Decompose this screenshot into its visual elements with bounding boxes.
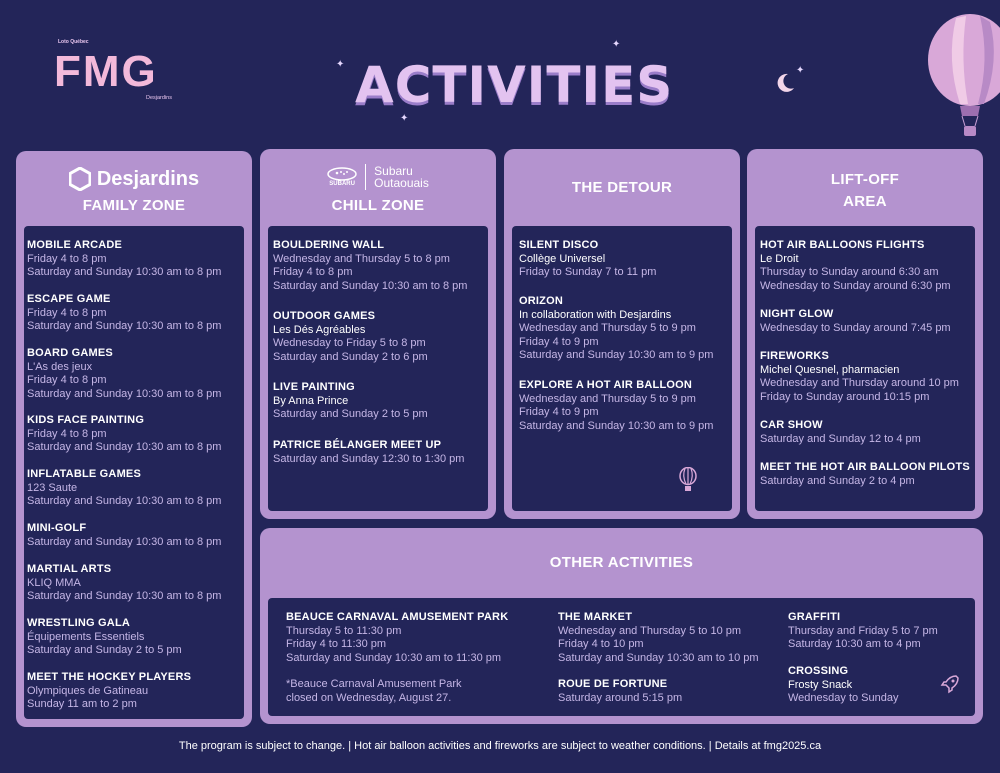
activity-title: WRESTLING GALA (27, 617, 131, 629)
activity-item (273, 439, 484, 466)
other-list (268, 598, 975, 716)
note-line: closed on Wednesday, August 27. (286, 691, 452, 704)
star-icon: ✦ (796, 65, 805, 76)
activity-title: BEAUCE CARNAVAL AMUSEMENT PARK (286, 611, 509, 623)
activity-title: LIVE PAINTING (273, 381, 355, 393)
desjardins-brand: Desjardins (96, 167, 200, 190)
activity-schedule: Saturday and Sunday 10:30 am to 8 pm (27, 266, 222, 278)
activity-title: CROSSING (788, 665, 849, 677)
activity-item (27, 414, 240, 455)
activity-schedule: Saturday and Sunday 10:30 am to 8 pm (27, 387, 222, 400)
activity-subtitle: Collège Universel (519, 252, 606, 265)
liftoff-list (755, 226, 975, 511)
activity-schedule: Friday 4 to 8 pm (27, 427, 107, 440)
activity-item (558, 611, 759, 665)
activity-title: FIREWORKS (760, 350, 830, 362)
activity-title: MEET THE HOT AIR BALLOON PILOTS (760, 461, 970, 473)
activity-schedule: Friday 4 to 11:30 pm (286, 638, 387, 650)
activity-schedule: Saturday around 5:15 pm (558, 691, 683, 704)
activity-title: INFLATABLE GAMES (27, 468, 142, 480)
liftoff-title-line1: LIFT-OFF (830, 171, 900, 188)
activity-title: OUTDOOR GAMES (273, 310, 376, 322)
activity-schedule: Saturday and Sunday 2 to 6 pm (273, 350, 428, 363)
activity-item (286, 611, 508, 665)
activity-schedule: Wednesday and Thursday 5 to 9 pm (519, 322, 696, 334)
activity-item (760, 461, 971, 488)
chill-zone-panel (260, 149, 496, 519)
other-activities-panel (260, 528, 983, 724)
chill-zone-title: CHILL ZONE (331, 197, 425, 214)
activity-title: MEET THE HOCKEY PLAYERS (27, 671, 192, 683)
activity-subtitle: In collaboration with Desjardins (519, 308, 672, 321)
activity-subtitle: 123 Saute (27, 481, 78, 494)
activity-item (760, 419, 971, 446)
activity-schedule: Friday 4 to 8 pm (273, 266, 353, 278)
activity-item (788, 665, 898, 706)
subaru-brand-bottom: Outaouais (374, 176, 429, 190)
activity-subtitle: Le Droit (760, 252, 799, 265)
footer-note: The program is subject to change. | Hot air balloon activities and fireworks are subject to weather conditions. | Details at fmg2025.ca (178, 740, 822, 752)
activity-item (558, 678, 682, 705)
activity-schedule: Wednesday and Thursday around 10 pm (760, 377, 959, 389)
activity-schedule: Saturday and Sunday 12:30 to 1:30 pm (273, 452, 465, 465)
activity-schedule: Saturday 10:30 am to 4 pm (788, 638, 921, 650)
activity-schedule: Saturday and Sunday 10:30 am to 8 pm (273, 279, 468, 292)
activity-item (519, 295, 728, 363)
family-zone-title: FAMILY ZONE (82, 197, 186, 214)
activity-item (273, 239, 484, 293)
activity-title: ESCAPE GAME (27, 293, 111, 305)
family-zone-list (24, 226, 244, 719)
moon-icon (774, 72, 796, 94)
rocket-icon (940, 674, 960, 694)
activity-title: EXPLORE A HOT AIR BALLOON (519, 379, 693, 391)
activity-schedule: Friday 4 to 8 pm (27, 374, 107, 386)
activity-item (27, 671, 240, 712)
activity-subtitle: By Anna Prince (273, 394, 349, 407)
hot-air-balloon-icon (920, 10, 1000, 140)
activity-item (27, 293, 240, 334)
activity-schedule: Friday 4 to 9 pm (519, 335, 599, 348)
activity-schedule: Wednesday to Friday 5 to 8 pm (273, 337, 426, 349)
detour-list (512, 226, 732, 511)
note-line: *Beauce Carnaval Amusement Park (286, 678, 462, 690)
activity-item (27, 617, 240, 658)
detour-title: THE DETOUR (571, 179, 673, 196)
activity-schedule: Sunday 11 am to 2 pm (27, 698, 137, 710)
family-zone-header (16, 165, 252, 214)
activity-title: ROUE DE FORTUNE (558, 678, 668, 690)
subaru-icon (327, 167, 357, 181)
activity-title: THE MARKET (558, 611, 633, 623)
activity-title: PATRICE BÉLANGER MEET UP (273, 439, 442, 451)
other-header (260, 554, 983, 571)
activity-title: NIGHT GLOW (760, 308, 834, 320)
activity-schedule: Wednesday and Thursday 5 to 9 pm (519, 392, 696, 405)
activity-schedule: Wednesday and Thursday 5 to 10 pm (558, 624, 742, 637)
chill-zone-list (268, 226, 488, 511)
detour-panel (504, 149, 740, 519)
activity-item (760, 239, 971, 293)
activity-schedule: Saturday and Sunday 10:30 am to 9 pm (519, 419, 714, 432)
chill-zone-header (260, 163, 496, 214)
activity-title: CAR SHOW (760, 419, 823, 431)
activity-item (27, 563, 240, 604)
logo-desjardins-label: Desjardins (146, 95, 172, 101)
activity-schedule: Friday 4 to 10 pm (558, 638, 644, 650)
loto-quebec-label: Loto Québec (58, 39, 89, 45)
activity-item (27, 468, 240, 509)
star-icon: ✦ (612, 39, 621, 50)
activity-title: MOBILE ARCADE (27, 239, 123, 251)
activity-schedule: Thursday and Friday 5 to 7 pm (788, 624, 938, 637)
activity-schedule: Saturday and Sunday 10:30 am to 9 pm (519, 349, 714, 361)
liftoff-title-line2: AREA (843, 193, 887, 210)
activity-schedule: Saturday and Sunday 10:30 am to 8 pm (27, 535, 222, 548)
detour-header (504, 179, 740, 196)
activity-schedule: Wednesday to Sunday (788, 692, 899, 704)
activity-schedule: Saturday and Sunday 12 to 4 pm (760, 432, 921, 445)
fmg-logo (54, 40, 184, 110)
activity-title: BOULDERING WALL (273, 239, 385, 251)
activity-title: MINI-GOLF (27, 522, 87, 534)
subaru-brand-top: Subaru (374, 164, 413, 178)
activity-item (760, 308, 971, 335)
activity-title: MARTIAL ARTS (27, 563, 112, 575)
activity-title: SILENT DISCO (519, 239, 599, 251)
activity-item (760, 350, 971, 404)
activity-subtitle: L'As des jeux (27, 360, 93, 373)
activity-title: BOARD GAMES (27, 347, 113, 359)
desjardins-icon (69, 167, 91, 191)
activity-schedule: Saturday and Sunday 10:30 am to 11:30 pm (286, 651, 502, 664)
activity-subtitle: Équipements Essentiels (27, 630, 145, 643)
other-title: OTHER ACTIVITIES (549, 554, 694, 571)
activity-schedule: Wednesday and Thursday 5 to 8 pm (273, 252, 450, 265)
activity-subtitle: Frosty Snack (788, 678, 853, 691)
activity-subtitle: Olympiques de Gatineau (27, 684, 149, 697)
liftoff-header (747, 169, 983, 213)
activity-title: HOT AIR BALLOONS FLIGHTS (760, 239, 925, 251)
activity-schedule: Saturday and Sunday 10:30 am to 10 pm (558, 651, 759, 664)
activity-item (788, 611, 938, 652)
liftoff-panel (747, 149, 983, 519)
activity-schedule: Saturday and Sunday 10:30 am to 8 pm (27, 495, 222, 507)
activity-item (519, 379, 728, 433)
activity-item (519, 239, 728, 280)
activity-title: ORIZON (519, 295, 563, 307)
fmg-wordmark: FMG (54, 47, 158, 96)
activity-title: GRAFFITI (788, 611, 841, 623)
activity-schedule: Saturday and Sunday 10:30 am to 8 pm (27, 590, 222, 602)
page-title: ACTIVITIES (355, 56, 674, 114)
activity-schedule: Friday 4 to 8 pm (27, 252, 107, 265)
activity-subtitle: Michel Quesnel, pharmacien (760, 363, 900, 376)
activity-schedule: Saturday and Sunday 2 to 4 pm (760, 474, 915, 487)
activity-item (273, 381, 484, 422)
activity-item (27, 347, 240, 401)
activity-item (27, 239, 240, 280)
activity-schedule: Thursday to Sunday around 6:30 am (760, 266, 939, 278)
star-icon: ✦ (400, 113, 409, 124)
activity-subtitle: Les Dés Agréables (273, 323, 366, 336)
activity-schedule: Saturday and Sunday 2 to 5 pm (27, 644, 182, 656)
activity-schedule: Friday 4 to 9 pm (519, 406, 599, 418)
activity-item (27, 522, 240, 549)
activity-schedule: Wednesday to Sunday around 7:45 pm (760, 321, 951, 334)
closure-note (286, 678, 461, 705)
activity-schedule: Friday to Sunday around 10:15 pm (760, 390, 930, 403)
activity-schedule: Saturday and Sunday 10:30 am to 8 pm (27, 320, 222, 332)
activity-schedule: Saturday and Sunday 2 to 5 pm (273, 408, 428, 420)
activity-subtitle: KLIQ MMA (27, 576, 81, 589)
subaru-mark: SUBARU (329, 181, 355, 187)
star-icon: ✦ (336, 59, 345, 70)
activity-title: KIDS FACE PAINTING (27, 414, 145, 426)
activity-schedule: Thursday 5 to 11:30 pm (286, 624, 402, 637)
hot-air-balloon-icon (678, 467, 698, 493)
family-zone-panel (16, 151, 252, 727)
activity-schedule: Friday to Sunday 7 to 11 pm (519, 266, 657, 278)
activity-schedule: Friday 4 to 8 pm (27, 306, 107, 319)
activity-schedule: Saturday and Sunday 10:30 am to 8 pm (27, 441, 222, 453)
activity-item (273, 310, 484, 364)
activity-schedule: Wednesday to Sunday around 6:30 pm (760, 279, 951, 292)
